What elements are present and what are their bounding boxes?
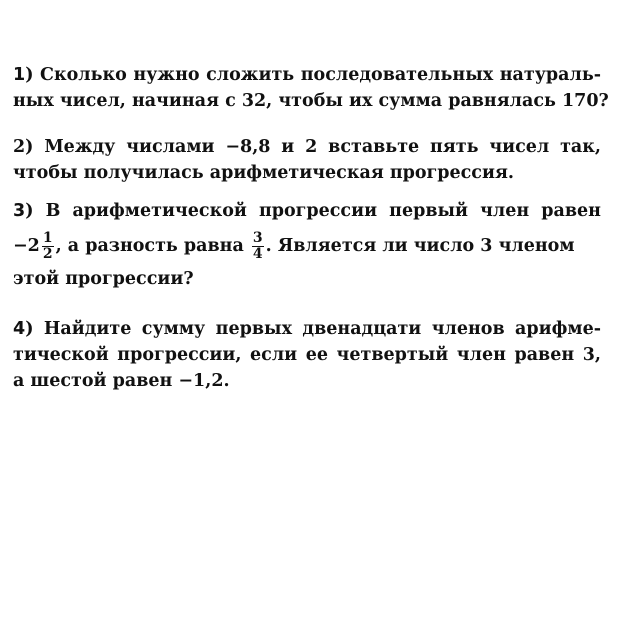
problem-3-line-2: −2 $\frac{1}{2}$ , а разность равна $\frac{3}{4}$ . Является ли число 3 членом [13, 230, 575, 262]
problem-4-line-3: а шестой равен −1,2. [13, 371, 230, 391]
problem-3-line-1: 3) В арифметической прогрессии первый член равен [13, 201, 601, 221]
problem-3-number: 3 [13, 201, 26, 221]
fraction-one-half: $\frac{1}{2}$ [42, 230, 53, 262]
problem-1 [13, 62, 609, 114]
problem-3 [13, 198, 601, 292]
problem-2-line-1: 2) Между числами −8,8 и 2 вставьте пять чисел так, [13, 137, 601, 157]
problem-4-line-1: 4) Найдите сумму первых двенадцати членов арифме- [13, 319, 601, 339]
problem-2-line-2: чтобы получилась арифметическая прогрессия. [13, 163, 514, 183]
problem-1-number: 1 [13, 65, 26, 85]
problem-3-line-3: этой прогрессии? [13, 269, 194, 289]
problem-4-line-2: тической прогрессии, если ее четвертый член равен 3, [13, 345, 601, 365]
problem-2-number: 2) [13, 137, 34, 157]
problem-1-line-1: 1) Сколько нужно сложить последовательных натураль- [13, 65, 601, 85]
fraction-three-quarters: $\frac{3}{4}$ [252, 230, 263, 262]
problem-4 [13, 316, 601, 394]
problem-4-number: 4 [13, 319, 26, 339]
problem-2 [13, 134, 601, 186]
problem-1-line-2: ных чисел, начиная с 32, чтобы их сумма равнялась 170? [13, 91, 609, 111]
